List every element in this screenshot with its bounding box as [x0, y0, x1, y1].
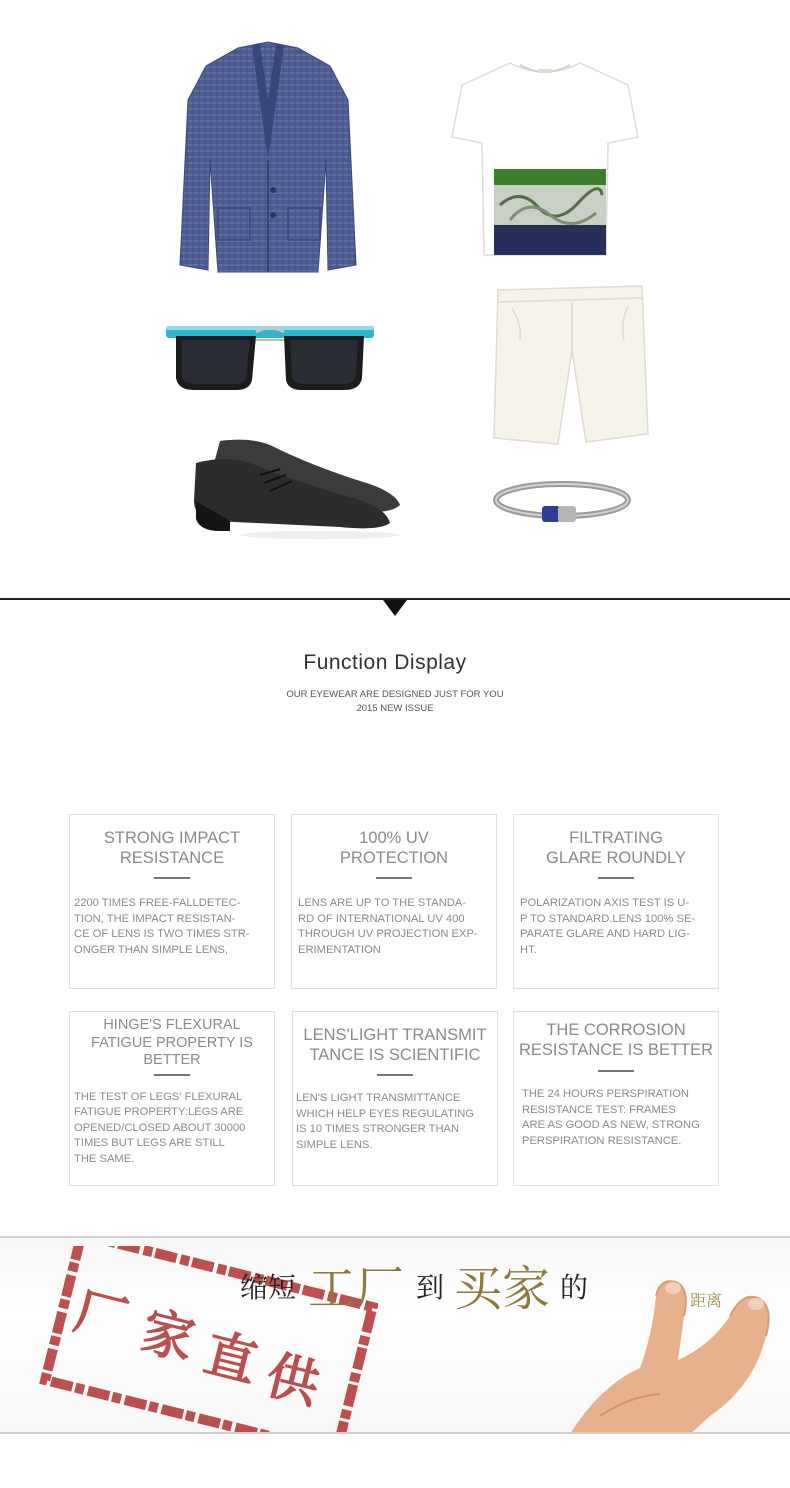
feature-underline [377, 1074, 413, 1076]
feature-underline [154, 1074, 190, 1076]
feature-underline [598, 877, 634, 879]
tshirt-image [450, 55, 640, 260]
slogan-part-1: 缩短 [240, 1271, 297, 1304]
slogan-part-5: 的 [560, 1271, 589, 1304]
feature-title: 100% UV PROTECTION [339, 829, 449, 867]
oxford-shoes-image [190, 435, 405, 540]
section-subtitle-2: 2015 NEW ISSUE [356, 703, 434, 714]
feature-underline [154, 877, 190, 879]
feature-text: LENS ARE UP TO THE STANDA- RD OF INTERNATIONAL UV 400 THROUGH UV PROJECTION EXP- ERIMENTATION [298, 897, 478, 956]
feature-card-transmittance [292, 1011, 498, 1186]
feature-card-glare [513, 814, 719, 989]
stamp-char-2: 家 [135, 1300, 201, 1373]
pinch-hand-image [560, 1276, 790, 1434]
blazer-image [178, 40, 358, 275]
slogan-part-2: 工厂 [308, 1261, 405, 1317]
feature-underline [376, 877, 412, 879]
bracelet-image [492, 476, 632, 528]
stamp-char-1: 厂 [68, 1280, 134, 1353]
feature-title: LENS'LIGHT TRANSMIT TANCE IS SCIENTIFIC [303, 1026, 487, 1064]
feature-title: FILTRATING GLARE ROUNDLY [546, 829, 686, 867]
shorts-image [492, 284, 650, 446]
feature-card-uv [291, 814, 497, 989]
sunglasses-image [164, 322, 376, 396]
stamp-char-4: 供 [260, 1344, 326, 1417]
feature-card-hinge [69, 1011, 275, 1186]
feature-title: STRONG IMPACT RESISTANCE [103, 829, 241, 867]
feature-text: THE TEST OF LEGS' FLEXURAL FATIGUE PROPERTY:LEGS ARE OPENED/CLOSED ABOUT 30000 TIMES BUT LEGS ARE STILL THE SAME. [74, 1090, 246, 1165]
stamp-char-3: 直 [198, 1322, 264, 1395]
feature-text: POLARIZATION AXIS TEST IS U- P TO STANDARD.LENS 100% SE- PARATE GLARE AND HARD LIG- HT. [520, 897, 696, 956]
feature-text: 2200 TIMES FREE-FALLDETEC- TION, THE IMPACT RESISTAN- CE OF LENS IS TWO TIMES STR- ONGER THAN SIMPLE LENS, [74, 897, 250, 956]
feature-title: THE CORROSION RESISTANCE IS BETTER [518, 1021, 714, 1059]
feature-card-impact [69, 814, 275, 989]
outfit-collage [0, 0, 790, 590]
feature-text: THE 24 HOURS PERSPIRATION RESISTANCE TEST: FRAMES ARE AS GOOD AS NEW, STRONG PERSPIRATION RESISTANCE. [522, 1088, 700, 1147]
feature-text: LEN'S LIGHT TRANSMITTANCE WHICH HELP EYES REGULATING IS 10 TIMES STRONGER THAN SIMPLE LENS. [296, 1092, 474, 1151]
slogan-part-4: 买家 [454, 1261, 551, 1317]
factory-direct-banner [0, 1236, 790, 1434]
section-title: Function Display [303, 651, 467, 674]
feature-title: HINGE'S FLEXURAL FATIGUE PROPERTY IS BETTER [91, 1017, 253, 1068]
slogan-part-3: 到 [416, 1271, 445, 1304]
feature-card-corrosion [513, 1011, 719, 1186]
banner-bottom-rule [0, 1432, 790, 1434]
distance-label: 距离 [690, 1291, 723, 1310]
feature-underline [598, 1070, 634, 1072]
down-arrow-icon [383, 600, 407, 616]
section-subtitle-1: OUR EYEWEAR ARE DESIGNED JUST FOR YOU [286, 689, 504, 700]
banner-top-rule [0, 1236, 790, 1238]
